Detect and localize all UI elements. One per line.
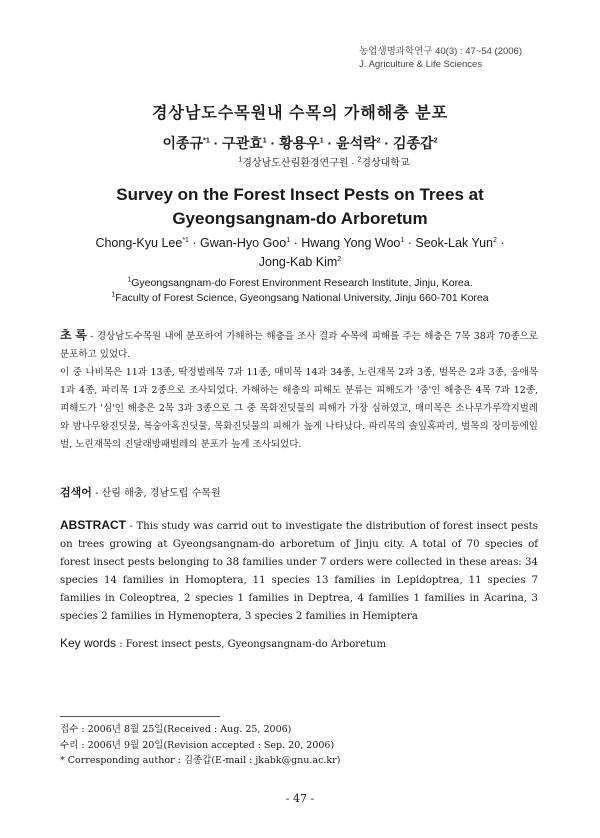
author-ko-5-sup: 2 xyxy=(433,137,438,145)
author-en-2: Gwan-Hyo Goo xyxy=(200,236,287,250)
english-abstract xyxy=(60,516,538,626)
aff-en-2: Faculty of Forest Science, Gyeongsang National University, Jinju 660-701 Korea xyxy=(115,292,489,304)
author-en-3-sup: 1 xyxy=(400,236,405,244)
author-ko-5: 김종갑 xyxy=(392,135,434,151)
author-en-4: Seok-Lak Yun xyxy=(415,236,493,250)
english-abstract-label: ABSTRACT xyxy=(60,518,126,532)
korean-authors xyxy=(0,133,600,153)
page-number: - 47 - xyxy=(285,792,315,805)
english-affiliations xyxy=(40,276,560,306)
author-en-4-sup: 2 xyxy=(493,236,497,244)
english-keywords xyxy=(60,636,538,650)
korean-abstract-label: 초 록 xyxy=(60,328,87,342)
korean-affiliations xyxy=(0,154,600,169)
author-ko-separator: · xyxy=(209,135,223,151)
korean-keywords xyxy=(60,484,538,500)
korean-abstract-para1: - 경상남도수목원 내에 분포하여 가해하는 해충을 조사 결과 수목에 피해를 주는 해충은 7목 38과 70종으로 분포하고 있었다. xyxy=(60,331,538,360)
author-ko-2-sup: 1 xyxy=(262,137,267,145)
author-en-1-sup: *1 xyxy=(182,236,189,244)
author-ko-4-sup: 2 xyxy=(376,137,381,145)
aff-en-1: Gyeongsangnam-do Forest Environment Research Institute, Jinju, Korea. xyxy=(131,277,473,289)
aff-ko-2: 경상대학교 xyxy=(361,158,410,169)
author-ko-separator: · xyxy=(266,135,280,151)
author-en-separator: · xyxy=(404,236,416,250)
author-en-separator: · xyxy=(496,236,505,250)
footnote-revised: 수리 : 2006년 9월 20일(Revision accepted : Sep. 20, 2006) xyxy=(60,739,335,751)
journal-citation: 농업생명과학연구 40(3) : 47~54 (2006) xyxy=(359,46,522,57)
english-authors xyxy=(40,234,560,272)
korean-title: 경상남도수목원내 수목의 가해해충 분포 xyxy=(151,105,449,122)
footnote-divider xyxy=(60,716,220,717)
aff-ko-1-sup: 1 xyxy=(238,156,243,164)
author-en-2-sup: 1 xyxy=(286,236,291,244)
author-en-separator: · xyxy=(188,236,201,250)
author-ko-separator: · xyxy=(380,135,393,151)
aff-en-1-sup: 1 xyxy=(127,276,132,284)
korean-abstract xyxy=(60,326,538,454)
journal-header xyxy=(359,45,522,71)
english-keywords-label: Key words xyxy=(60,636,117,650)
english-abstract-text: - This study was carrid out to investigate the distribution of forest insect pests on trees growing at Gyeongsangnam-do arboretum of Jinju city. A total of 70 species of forest insect pests belonging to 38 families under 7 orders were collected in these areas: 34 species 14 families in Homoptera, 11 species 13 families in Lepidoptrea, 11 species 7 families in Coleoptrea, 2 species 1 families in Deptrea, 4 families 1 families in Acarina, 3 species 2 families in Hymenoptera, 3 species 2 families in Hemiptera xyxy=(60,521,538,622)
aff-en-2-sup: 1 xyxy=(111,291,116,299)
author-ko-3: 황용우 xyxy=(279,135,320,151)
footnote-corresponding: * Corresponding author : 김종갑(E-mail : jkabk@gnu.ac.kr) xyxy=(60,755,341,766)
english-keywords-text: : Forest insect pests, Gyeongsangnam-do Arboretum xyxy=(116,639,386,650)
author-en-1: Chong-Kyu Lee xyxy=(95,236,183,250)
journal-name: J. Agriculture & Life Sciences xyxy=(359,59,483,70)
author-ko-2: 구관효 xyxy=(222,135,263,151)
author-ko-1-sup: *1 xyxy=(203,137,210,145)
footnotes xyxy=(60,722,540,769)
author-ko-3-sup: 1 xyxy=(319,137,324,145)
author-ko-separator: · xyxy=(323,135,337,151)
footnote-received: 접수 : 2006년 8월 25일(Received : Aug. 25, 2006) xyxy=(60,724,292,735)
author-en-5: Jong-Kab Kim xyxy=(258,255,338,269)
korean-keywords-text: - 산림 해충, 경남도립 수목원 xyxy=(91,488,221,499)
author-en-3: Hwang Yong Woo xyxy=(301,236,401,250)
english-title: Survey on the Forest Insect Pests on Trees at Gyeongsangnam-do Arboretum xyxy=(116,185,484,228)
aff-ko-2-sup: 2 xyxy=(357,156,362,164)
author-en-5-sup: 2 xyxy=(337,255,342,263)
author-en-separator: · xyxy=(290,236,302,250)
author-ko-4: 윤석락 xyxy=(336,135,377,151)
korean-keywords-label: 검색어 xyxy=(60,487,92,499)
aff-ko-1: 경상남도산림환경연구원 · xyxy=(242,158,358,169)
author-ko-1: 이종규 xyxy=(162,135,204,151)
korean-abstract-para2: 이 중 나비목은 11과 13종, 딱정벌레목 7과 11종, 매미목 14과 34종, 노린재목 2과 3종, 벌목은 2과 3종, 응애목 1과 4종, 파리목 1과 2종으로 조사되었다. 가해하는 해충의 피해도 분류는 피해도가 '중'인 해충은 4목 7과 12종, 피해도가 '심'인 해충은 2목 3과 3종으로 그 중 목화진딧물의 피해가 가장 심하였고, 매미목은 소나무가루깍지벌레와 밤나무왕진딧물, 복숭아혹진딧물, 목화진딧물의 피해가 높게 나타났다. 파리목의 솔잎혹파리, 벌목의 장미등에잎벌, 노린재목의 진달래방패벌레의 분포가 높게 조사되었다. xyxy=(60,367,538,450)
